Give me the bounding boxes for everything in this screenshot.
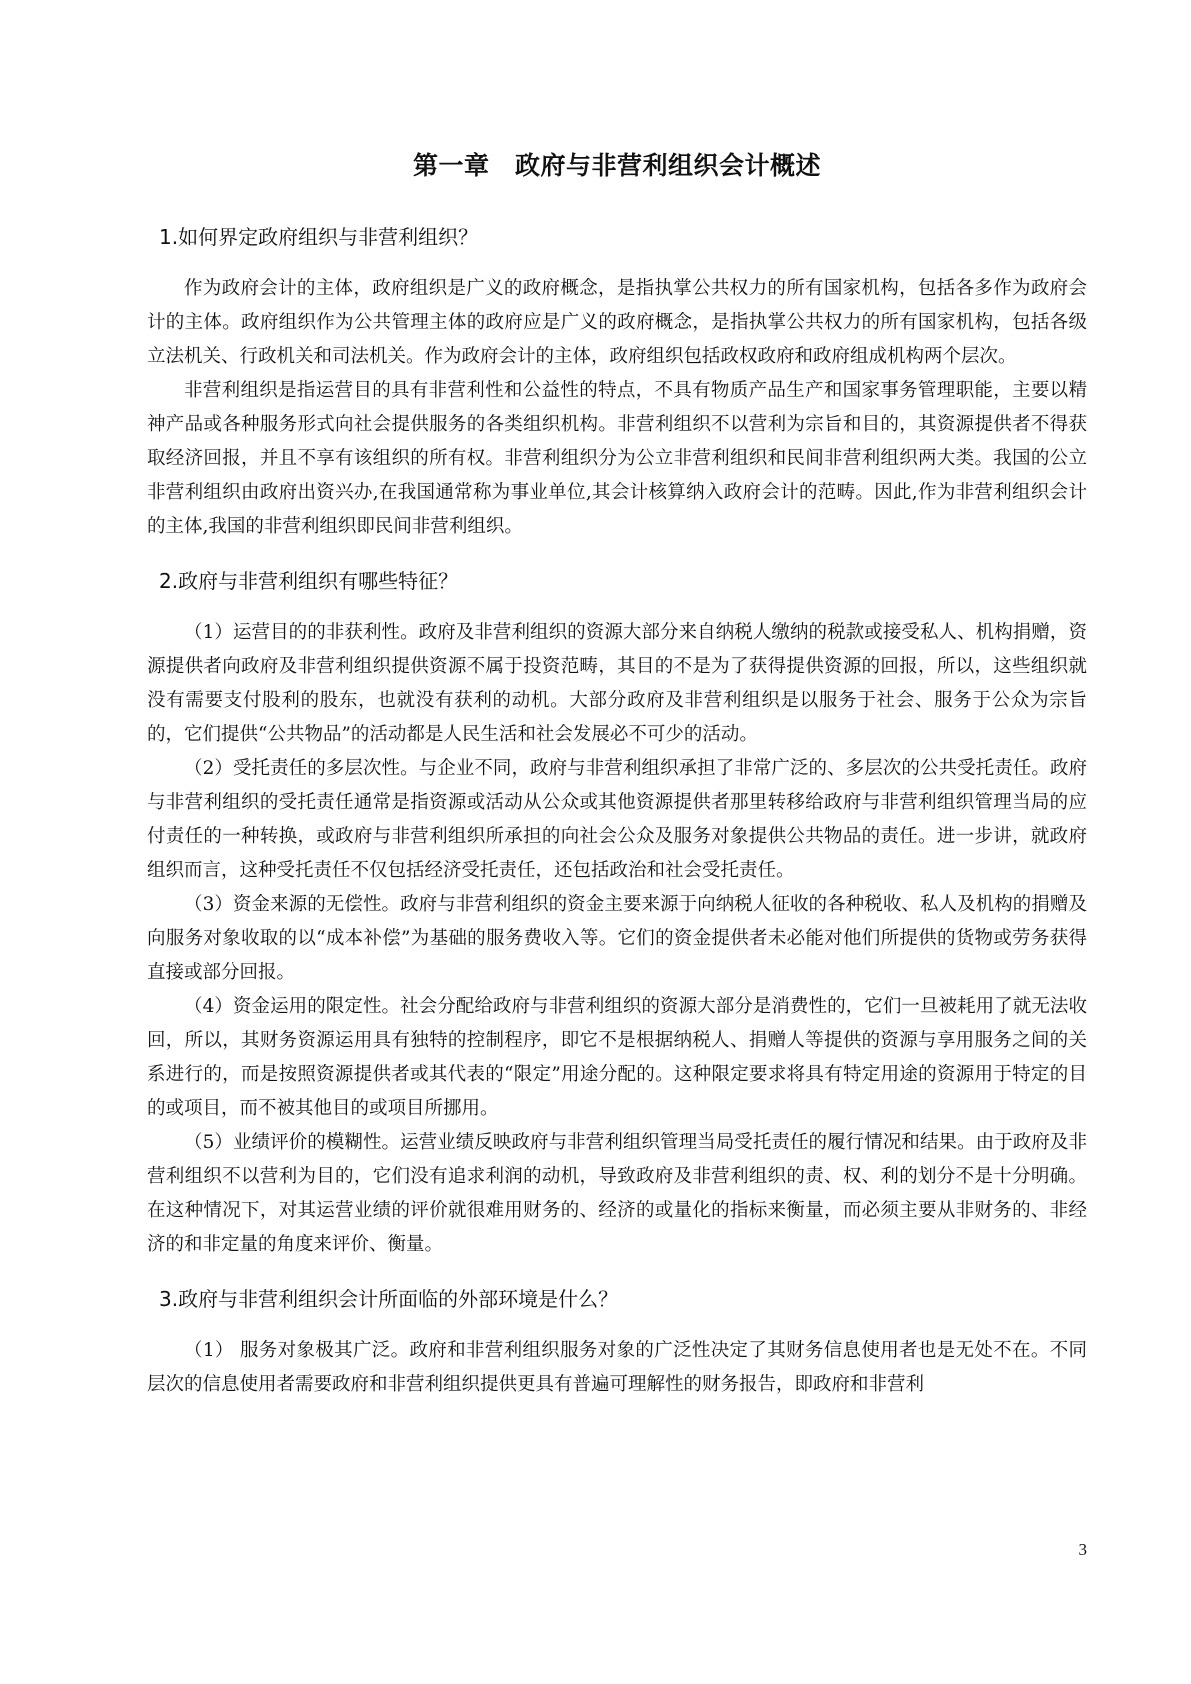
section-1-heading: 1.如何界定政府组织与非营利组织？ xyxy=(159,225,479,249)
page-number: 3 xyxy=(1078,1540,1087,1559)
section-3-heading: 3.政府与非营利组织会计所面临的外部环境是什么？ xyxy=(159,1287,619,1311)
section-2-heading: 2.政府与非营利组织有哪些特征？ xyxy=(159,569,459,593)
paragraph: （3）资金来源的无偿性。政府与非营利组织的资金主要来源于向纳税人征收的各种税收、私人及机构的捐赠及向服务对象收取的以“成本补偿”为基础的服务费收入等。它们的资金提供者未必能对他们所提供的货物或劳务获得直接或部分回报。 xyxy=(147,894,1087,983)
paragraph: （5）业绩评价的模糊性。运营业绩反映政府与非营利组织管理当局受托责任的履行情况和结果。由于政府及非营利组织不以营利为目的，它们没有追求利润的动机，导致政府及非营利组织的责、权、利的划分不是十分明确。在这种情况下，对其运营业绩的评价就很难用财务的、经济的或量化的指标来衡量，而必须主要从非财务的、非经济的和非定量的角度来评价、衡量。 xyxy=(147,1132,1087,1255)
chapter-title: 第一章 政府与非营利组织会计概述 xyxy=(412,151,821,180)
paragraph: （2）受托责任的多层次性。与企业不同，政府与非营利组织承担了非常广泛的、多层次的公共受托责任。政府与非营利组织的受托责任通常是指资源或活动从公众或其他资源提供者那里转移给政府与非营利组织管理当局的应付责任的一种转换，或政府与非营利组织所承担的向社会公众及服务对象提供公共物品的责任。进一步讲，就政府组织而言，这种受托责任不仅包括经济受托责任，还包括政治和社会受托责任。 xyxy=(147,758,1087,881)
section-2-body xyxy=(147,616,1087,1262)
paragraph: （1）运营目的的非获利性。政府及非营利组织的资源大部分来自纳税人缴纳的税款或接受私人、机构捐赠，资源提供者向政府及非营利组织提供资源不属于投资范畴，其目的不是为了获得提供资源的回报，所以，这些组织就没有需要支付股利的股东，也就没有获利的动机。大部分政府及非营利组织是以服务于社会、服务于公众为宗旨的，它们提供“公共物品”的活动都是人民生活和社会发展必不可少的活动。 xyxy=(147,622,1087,745)
paragraph: 非营利组织是指运营目的具有非营利性和公益性的特点，不具有物质产品生产和国家事务管理职能，主要以精神产品或各种服务形式向社会提供服务的各类组织机构。非营利组织不以营利为宗旨和目的，其资源提供者不得获取经济回报，并且不享有该组织的所有权。非营利组织分为公立非营利组织和民间非营利组织两大类。我国的公立非营利组织由政府出资兴办,在我国通常称为事业单位,其会计核算纳入政府会计的范畴。因此,作为非营利组织会计的主体,我国的非营利组织即民间非营利组织。 xyxy=(147,380,1087,537)
section-1-body xyxy=(147,272,1087,544)
page-content xyxy=(147,148,1087,1402)
section-3-body xyxy=(147,1334,1087,1402)
paragraph: 作为政府会计的主体，政府组织是广义的政府概念，是指执掌公共权力的所有国家机构，包括各多作为政府会计的主体。政府组织作为公共管理主体的政府应是广义的政府概念，是指执掌公共权力的所有国家机构，包括各级立法机关、行政机关和司法机关。作为政府会计的主体，政府组织包括政权政府和政府组成机构两个层次。 xyxy=(147,278,1087,367)
paragraph: （4）资金运用的限定性。社会分配给政府与非营利组织的资源大部分是消费性的，它们一旦被耗用了就无法收回，所以，其财务资源运用具有独特的控制程序，即它不是根据纳税人、捐赠人等提供的资源与享用服务之间的关系进行的，而是按照资源提供者或其代表的“限定”用途分配的。这种限定要求将具有特定用途的资源用于特定的目的或项目，而不被其他目的或项目所挪用。 xyxy=(147,996,1087,1119)
paragraph: （1） 服务对象极其广泛。政府和非营利组织服务对象的广泛性决定了其财务信息使用者也是无处不在。不同层次的信息使用者需要政府和非营利组织提供更具有普遍可理解性的财务报告，即政府和非营利 xyxy=(147,1340,1087,1395)
